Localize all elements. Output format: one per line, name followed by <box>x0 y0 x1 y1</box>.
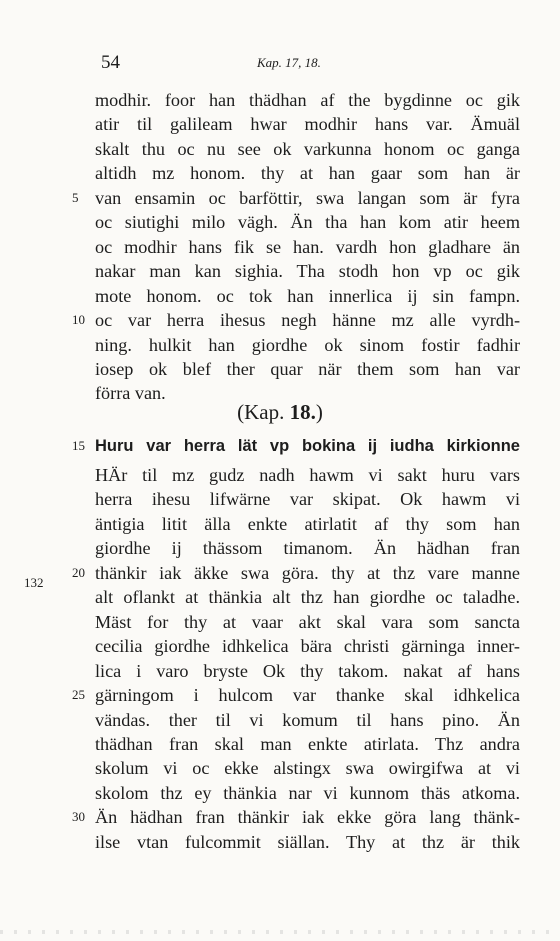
text-line: van ensamin oc barföttir, swa langan som är fyra <box>95 187 520 208</box>
text-line: thänkir iak äkke swa göra. thy at thz vare manne <box>95 562 520 583</box>
text-line: altidh mz honom. thy at han gaar som han är <box>95 163 520 184</box>
text-line: Mäst for thy at vaar akt skal vara som sancta <box>95 611 520 632</box>
chapter-number: 18. <box>289 400 316 424</box>
line-number: 25 <box>72 687 85 703</box>
text-line: Än hädhan fran thänkir iak ekke göra lang thänk- <box>95 807 520 828</box>
text-line: herra ihesu lifwärne var skipat. Ok hawm vi <box>95 489 520 510</box>
text-line: modhir. foor han thädhan af the bygdinne oc gik <box>95 90 520 110</box>
text-line: vändas. ther til vi komum til hans pino. Än <box>95 709 520 730</box>
line-number: 15 <box>72 438 85 453</box>
text-line: skolom thz ey thänkia nar vi kunnom thäs atkoma. <box>95 782 520 803</box>
text-line: oc var herra ihesus negh hänne mz alle vyrdh- <box>95 310 520 331</box>
line-number: 10 <box>72 312 85 328</box>
text-line: ning. hulkit han giordhe ok sinom fostir fadhir <box>95 334 520 355</box>
page-number: 54 <box>101 52 120 73</box>
chapter-suffix: ) <box>315 400 323 424</box>
text-line: iosep ok blef ther quar när them som han var <box>95 358 520 379</box>
text-line: mote honom. oc tok han innerlica ij sin fampn. <box>95 285 520 306</box>
text-line: skalt thu oc nu see ok varkunna honom oc ganga <box>95 138 520 159</box>
text-line: cecilia giordhe idhkelica bära christi gärninga inner- <box>95 636 520 657</box>
text-line: oc siutighi milo vägh. Än tha han kom atir heem <box>95 212 520 233</box>
page-header <box>0 52 560 76</box>
text-line: giordhe ij thässom timanom. Än hädhan fran <box>95 538 520 559</box>
chapter-heading <box>0 400 560 425</box>
text-line: äntigia litit älla enkte atirlatit af thy som han <box>95 513 520 534</box>
text-line: alt oflankt at thänkia alt thz han giordhe oc taladhe. <box>95 587 520 608</box>
line-number: 30 <box>72 809 85 825</box>
section-subheading: Huru var herra lät vp bokina ij iudha kirkionne <box>95 437 520 455</box>
text-line: thädhan fran skal man enkte atirlata. Thz andra <box>95 733 520 754</box>
margin-reference-number: 132 <box>24 575 44 590</box>
text-line: HÄr til mz gudz nadh hawm vi sakt huru vars <box>95 465 520 485</box>
chapter-prefix: (Kap. <box>237 400 285 424</box>
text-line: lica i varo bryste Ok thy takom. nakat af hans <box>95 660 520 681</box>
page-edge-specks <box>0 930 560 934</box>
text-line: gärningom i hulcom var thanke skal idhkelica <box>95 685 520 706</box>
running-title: Kap. 17, 18. <box>257 55 321 70</box>
text-line: nakar man kan sighia. Tha stodh hon vp oc gik <box>95 261 520 282</box>
text-line: skolum vi oc ekke alstingx swa owirgifwa at vi <box>95 758 520 779</box>
text-line: ilse vtan fulcommit siällan. Thy at thz är thik <box>95 831 520 852</box>
text-line: oc modhir hans fik se han. vardh hon gladhare än <box>95 236 520 257</box>
line-number: 20 <box>72 564 85 580</box>
text-line: atir til galileam hwar modhir hans var. Ämuäl <box>95 114 520 135</box>
line-number: 5 <box>72 189 79 205</box>
text-line: förra van. <box>95 383 166 404</box>
